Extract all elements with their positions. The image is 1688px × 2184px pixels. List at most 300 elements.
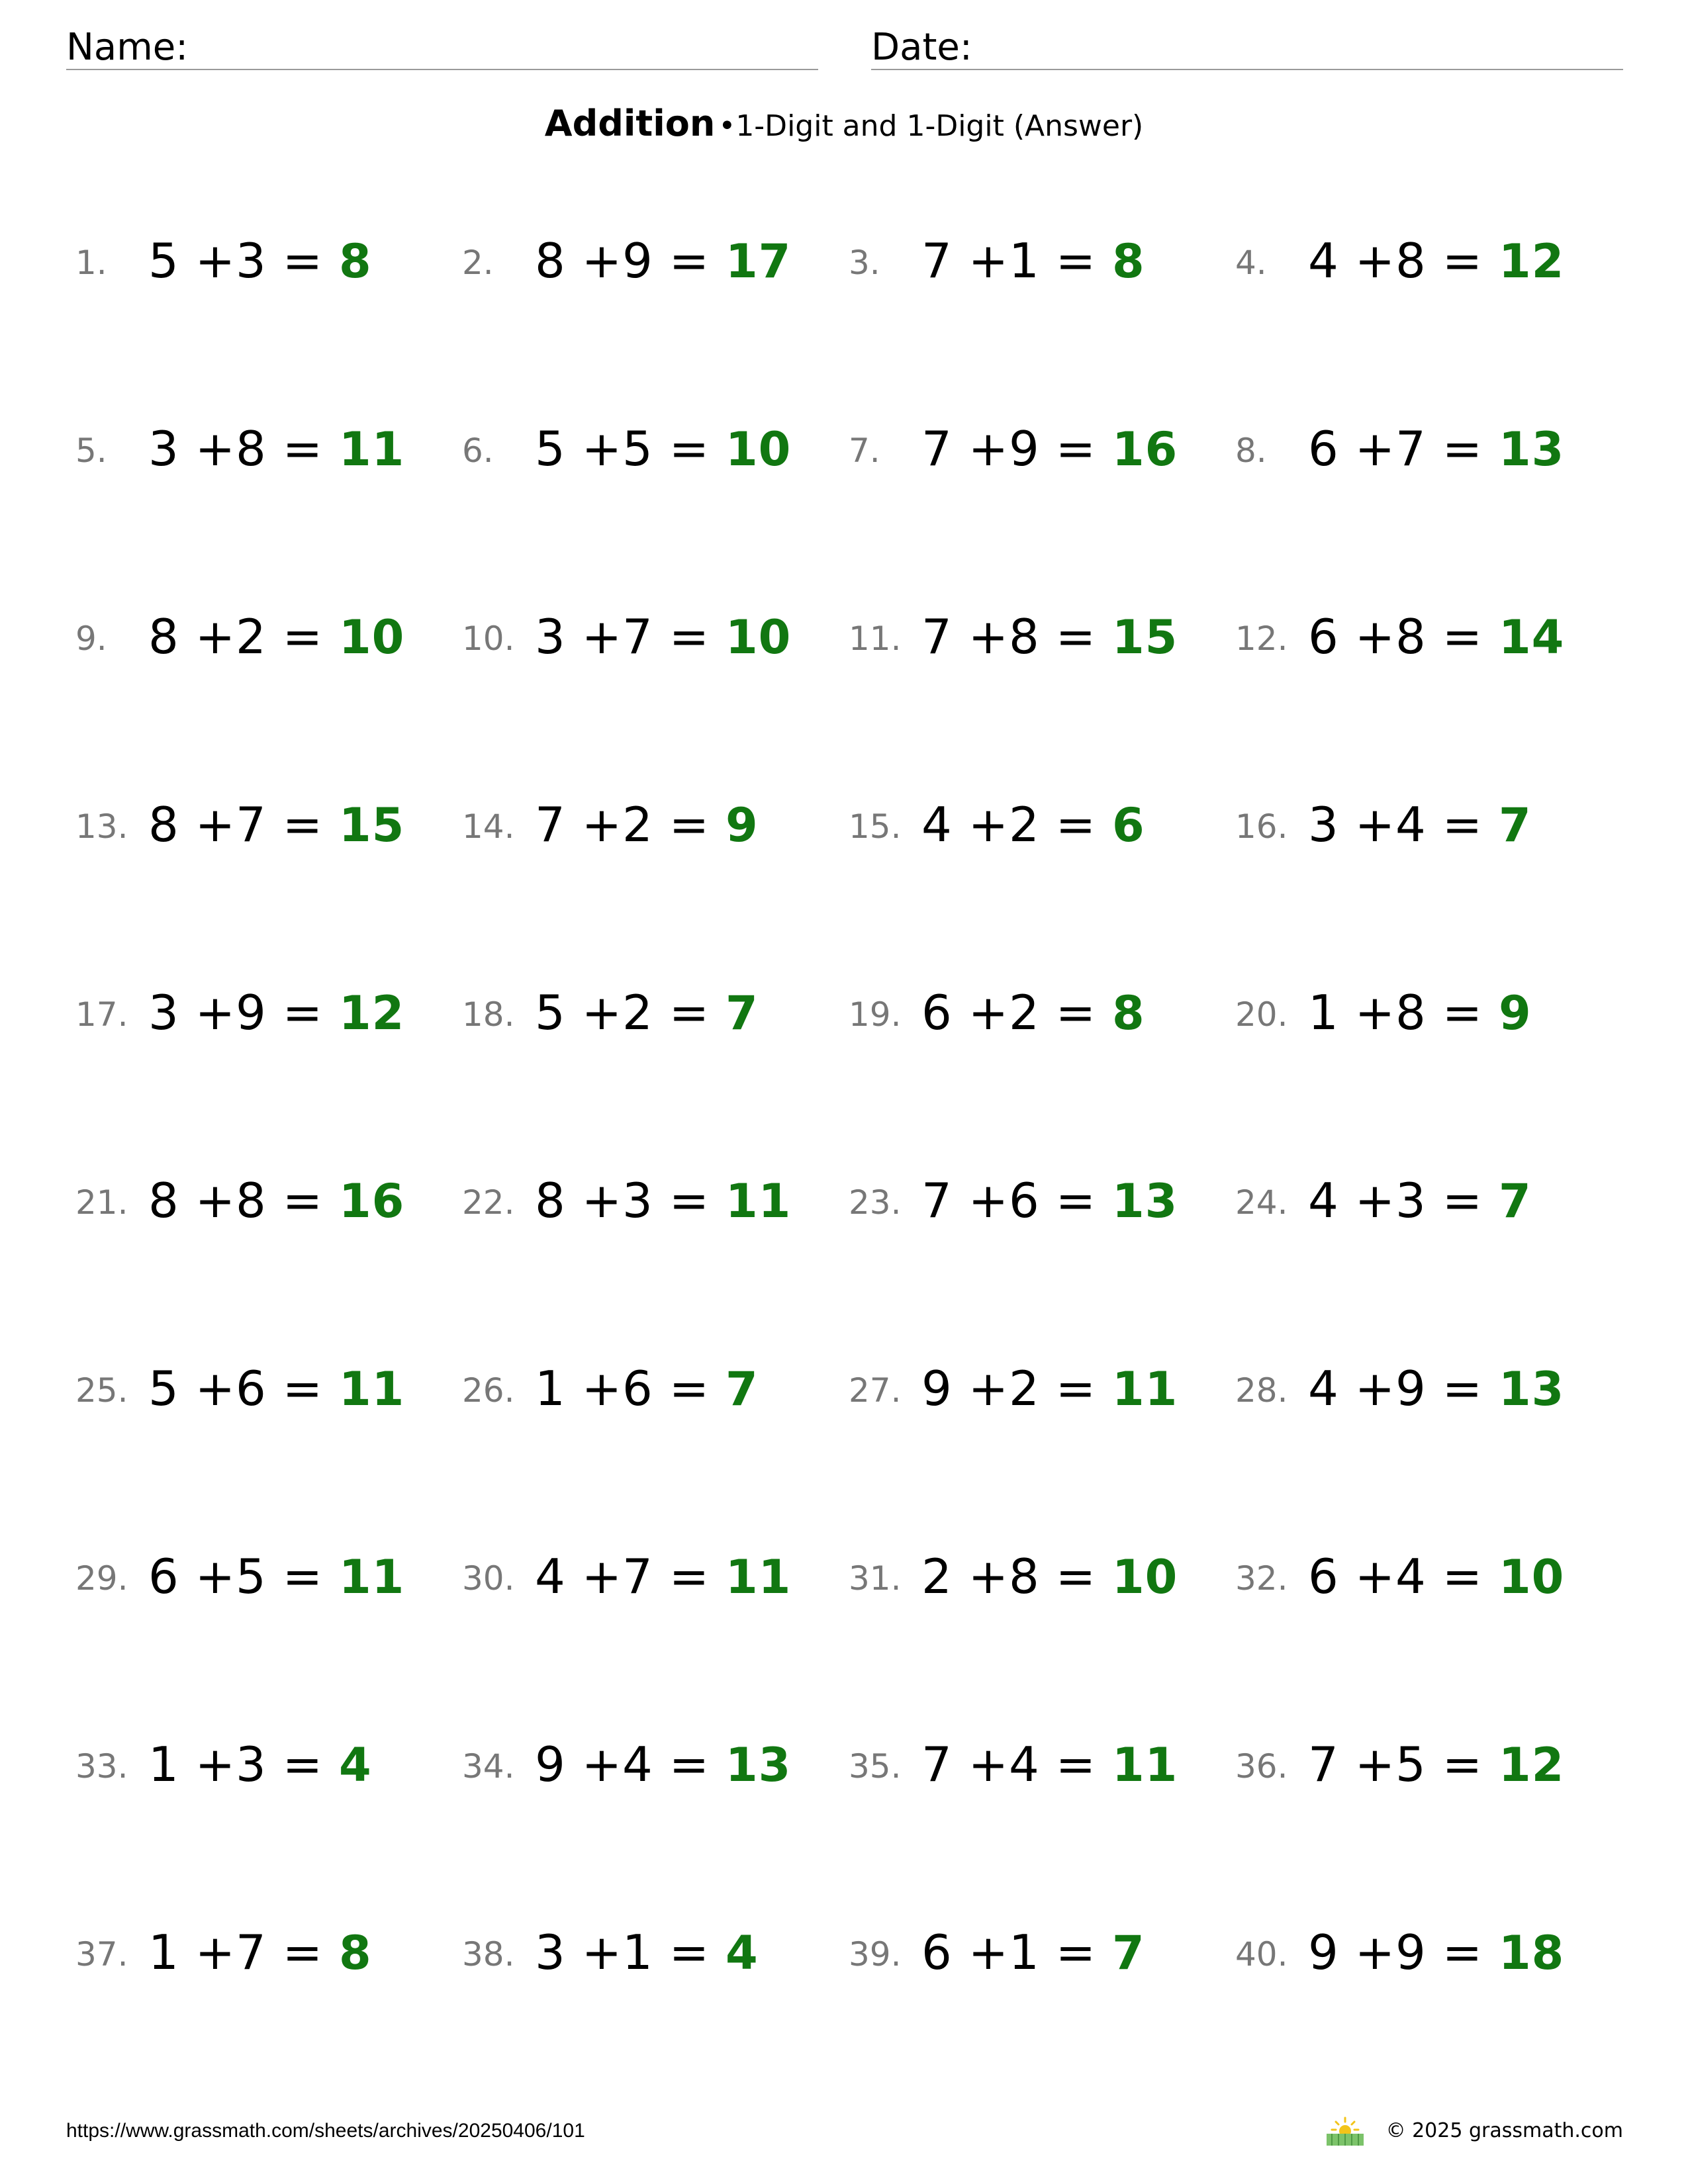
equals-sign: =: [282, 1549, 324, 1604]
plus-sign: +: [968, 609, 1009, 664]
plus-sign: +: [195, 1361, 236, 1416]
problem-expression: [535, 1549, 792, 1604]
problem-expression: [1308, 421, 1565, 477]
addend-b: 9: [1395, 1361, 1427, 1416]
plus-sign: +: [968, 233, 1009, 289]
addend-b: 9: [1395, 1925, 1427, 1980]
problem-number: 28.: [1235, 1371, 1288, 1410]
problem-number: 12.: [1235, 619, 1288, 658]
problem-expression: [148, 797, 405, 852]
answer: 11: [725, 1174, 792, 1228]
problem-expression: [535, 1737, 792, 1792]
plus-sign: +: [968, 985, 1009, 1040]
addend-a: 8: [148, 1173, 179, 1228]
problem-expression: [148, 1737, 372, 1792]
problem-number: 34.: [462, 1747, 515, 1786]
equals-sign: =: [669, 609, 710, 664]
title-subtitle: 1-Digit and 1-Digit (Answer): [735, 109, 1144, 143]
answer: 7: [725, 986, 759, 1040]
plus-sign: +: [195, 421, 236, 477]
addend-a: 7: [1308, 1737, 1339, 1792]
addend-a: 9: [1308, 1925, 1339, 1980]
problem-item: [75, 220, 446, 293]
equals-sign: =: [1442, 609, 1483, 664]
answer: 13: [1498, 422, 1565, 477]
answer: 14: [1498, 610, 1565, 664]
answer: 8: [338, 234, 372, 289]
addend-a: 1: [148, 1925, 179, 1980]
answer: 12: [1498, 1738, 1565, 1792]
problem-expression: [921, 1737, 1178, 1792]
problem-expression: [148, 1925, 372, 1980]
plus-sign: +: [195, 609, 236, 664]
grass-sun-logo-icon: [1324, 2115, 1366, 2147]
addend-b: 4: [1395, 1549, 1427, 1604]
problem-item: [75, 784, 446, 856]
problem-item: [1235, 972, 1606, 1044]
problem-expression: [921, 609, 1178, 664]
addend-a: 4: [1308, 1361, 1339, 1416]
addend-a: 8: [535, 1173, 566, 1228]
problem-item: [75, 1911, 446, 1984]
equals-sign: =: [282, 421, 324, 477]
plus-sign: +: [1354, 985, 1396, 1040]
problem-number: 9.: [75, 619, 107, 658]
answer: 11: [338, 1362, 405, 1416]
addend-b: 2: [622, 985, 653, 1040]
addend-b: 9: [622, 233, 653, 289]
addend-b: 7: [236, 1925, 267, 1980]
problem-item: [75, 1723, 446, 1796]
problem-expression: [148, 609, 405, 664]
addend-a: 7: [921, 609, 953, 664]
plus-sign: +: [1354, 609, 1396, 664]
answer: 11: [338, 422, 405, 477]
problem-item: [849, 1723, 1219, 1796]
problem-item: [462, 972, 833, 1044]
addend-a: 8: [535, 233, 566, 289]
addend-b: 1: [622, 1925, 653, 1980]
answer: 10: [1498, 1550, 1565, 1604]
plus-sign: +: [968, 797, 1009, 852]
plus-sign: +: [195, 1925, 236, 1980]
addend-b: 9: [1009, 421, 1040, 477]
problem-number: 1.: [75, 244, 107, 282]
problem-number: 15.: [849, 807, 902, 846]
equals-sign: =: [1055, 1737, 1097, 1792]
addend-a: 3: [535, 609, 566, 664]
problem-item: [849, 784, 1219, 856]
addend-a: 6: [148, 1549, 179, 1604]
answer: 8: [338, 1926, 372, 1980]
answer: 8: [1111, 986, 1145, 1040]
addend-a: 3: [148, 985, 179, 1040]
problem-item: [462, 408, 833, 480]
equals-sign: =: [282, 1925, 324, 1980]
problem-expression: [535, 1173, 792, 1228]
plus-sign: +: [581, 1173, 623, 1228]
copyright-text: © 2025 grassmath.com: [1385, 2119, 1623, 2142]
problem-expression: [921, 421, 1178, 477]
equals-sign: =: [1442, 233, 1483, 289]
addend-b: 7: [622, 609, 653, 664]
problem-item: [849, 1535, 1219, 1608]
problem-expression: [921, 1173, 1178, 1228]
problem-item: [1235, 220, 1606, 293]
plus-sign: +: [581, 797, 623, 852]
problem-expression: [148, 985, 405, 1040]
problem-item: [462, 1347, 833, 1420]
equals-sign: =: [1442, 797, 1483, 852]
plus-sign: +: [581, 233, 623, 289]
problem-item: [1235, 596, 1606, 668]
name-label: Name:: [66, 26, 189, 69]
answer: 12: [1498, 234, 1565, 289]
addend-a: 6: [1308, 1549, 1339, 1604]
equals-sign: =: [1442, 421, 1483, 477]
problem-expression: [921, 1361, 1178, 1416]
problem-expression: [535, 985, 759, 1040]
problem-expression: [1308, 1549, 1565, 1604]
equals-sign: =: [1055, 985, 1097, 1040]
plus-sign: +: [581, 1361, 623, 1416]
equals-sign: =: [669, 985, 710, 1040]
addend-a: 4: [1308, 233, 1339, 289]
addend-a: 2: [921, 1549, 953, 1604]
problem-number: 10.: [462, 619, 515, 658]
addend-a: 8: [148, 797, 179, 852]
equals-sign: =: [1442, 985, 1483, 1040]
addend-a: 1: [148, 1737, 179, 1792]
problem-item: [1235, 1535, 1606, 1608]
problem-expression: [535, 1925, 759, 1980]
answer: 11: [338, 1550, 405, 1604]
plus-sign: +: [195, 1173, 236, 1228]
problem-number: 4.: [1235, 244, 1267, 282]
problem-item: [462, 1535, 833, 1608]
equals-sign: =: [282, 1173, 324, 1228]
addend-a: 3: [1308, 797, 1339, 852]
problem-number: 31.: [849, 1559, 902, 1598]
problem-number: 17.: [75, 995, 128, 1034]
addend-a: 7: [921, 233, 953, 289]
footer-branding: [1324, 2115, 1623, 2147]
addend-a: 9: [535, 1737, 566, 1792]
problem-number: 38.: [462, 1935, 515, 1974]
addend-b: 8: [1009, 609, 1040, 664]
addend-a: 5: [148, 1361, 179, 1416]
problem-number: 18.: [462, 995, 515, 1034]
plus-sign: +: [968, 1173, 1009, 1228]
plus-sign: +: [195, 985, 236, 1040]
addend-b: 8: [1395, 233, 1427, 289]
problem-item: [849, 408, 1219, 480]
problem-expression: [1308, 1925, 1565, 1980]
problem-number: 33.: [75, 1747, 128, 1786]
addend-a: 7: [921, 1737, 953, 1792]
addend-b: 6: [236, 1361, 267, 1416]
addend-b: 8: [1395, 609, 1427, 664]
addend-a: 1: [535, 1361, 566, 1416]
plus-sign: +: [968, 421, 1009, 477]
addend-a: 6: [921, 985, 953, 1040]
answer: 10: [1111, 1550, 1178, 1604]
answer: 16: [1111, 422, 1178, 477]
problem-number: 13.: [75, 807, 128, 846]
equals-sign: =: [1055, 1173, 1097, 1228]
addend-b: 5: [236, 1549, 267, 1604]
plus-sign: +: [968, 1549, 1009, 1604]
plus-sign: +: [581, 985, 623, 1040]
problem-number: 5.: [75, 432, 107, 470]
problem-number: 3.: [849, 244, 880, 282]
addend-a: 5: [535, 985, 566, 1040]
addend-b: 8: [236, 1173, 267, 1228]
addend-b: 5: [1395, 1737, 1427, 1792]
plus-sign: +: [581, 609, 623, 664]
addend-b: 2: [1009, 985, 1040, 1040]
problem-number: 16.: [1235, 807, 1288, 846]
problem-item: [75, 596, 446, 668]
addend-b: 8: [1009, 1549, 1040, 1604]
addend-b: 1: [1009, 233, 1040, 289]
problem-number: 20.: [1235, 995, 1288, 1034]
problem-number: 40.: [1235, 1935, 1288, 1974]
plus-sign: +: [581, 1549, 623, 1604]
answer: 13: [725, 1738, 792, 1792]
problem-expression: [921, 1549, 1178, 1604]
equals-sign: =: [669, 1173, 710, 1228]
problem-item: [462, 596, 833, 668]
problem-item: [462, 1160, 833, 1232]
answer: 16: [338, 1174, 405, 1228]
problem-item: [849, 1160, 1219, 1232]
answer: 17: [725, 234, 792, 289]
plus-sign: +: [968, 1925, 1009, 1980]
answer: 13: [1111, 1174, 1178, 1228]
problem-item: [849, 1911, 1219, 1984]
problem-item: [1235, 784, 1606, 856]
addend-b: 2: [236, 609, 267, 664]
problem-expression: [1308, 609, 1565, 664]
plus-sign: +: [581, 421, 623, 477]
problem-expression: [1308, 233, 1565, 289]
problem-number: 21.: [75, 1183, 128, 1222]
title-main: Addition: [544, 103, 716, 144]
problem-expression: [148, 1549, 405, 1604]
addend-a: 4: [535, 1549, 566, 1604]
plus-sign: +: [1354, 421, 1396, 477]
addend-b: 4: [1009, 1737, 1040, 1792]
plus-sign: +: [1354, 1361, 1396, 1416]
problem-number: 30.: [462, 1559, 515, 1598]
plus-sign: +: [195, 233, 236, 289]
equals-sign: =: [1055, 233, 1097, 289]
problem-item: [462, 1911, 833, 1984]
plus-sign: +: [1354, 1549, 1396, 1604]
equals-sign: =: [669, 1361, 710, 1416]
problem-number: 14.: [462, 807, 515, 846]
addend-a: 6: [1308, 609, 1339, 664]
addend-a: 4: [1308, 1173, 1339, 1228]
addend-b: 3: [622, 1173, 653, 1228]
equals-sign: =: [1055, 1361, 1097, 1416]
answer: 12: [338, 986, 405, 1040]
addend-b: 2: [1009, 1361, 1040, 1416]
addend-b: 8: [236, 421, 267, 477]
problem-expression: [921, 797, 1145, 852]
answer: 7: [725, 1362, 759, 1416]
problem-expression: [535, 233, 792, 289]
equals-sign: =: [282, 1737, 324, 1792]
problem-number: 37.: [75, 1935, 128, 1974]
problem-number: 6.: [462, 432, 494, 470]
problem-expression: [148, 421, 405, 477]
equals-sign: =: [669, 1549, 710, 1604]
problem-expression: [535, 1361, 759, 1416]
problem-number: 27.: [849, 1371, 902, 1410]
plus-sign: +: [581, 1925, 623, 1980]
answer: 10: [338, 610, 405, 664]
addend-a: 3: [148, 421, 179, 477]
addend-a: 9: [921, 1361, 953, 1416]
plus-sign: +: [968, 1737, 1009, 1792]
addend-b: 1: [1009, 1925, 1040, 1980]
plus-sign: +: [1354, 233, 1396, 289]
answer: 7: [1498, 1174, 1532, 1228]
problem-number: 8.: [1235, 432, 1267, 470]
problem-expression: [148, 233, 372, 289]
problem-expression: [148, 1361, 405, 1416]
addend-b: 7: [1395, 421, 1427, 477]
problem-item: [75, 1160, 446, 1232]
equals-sign: =: [669, 797, 710, 852]
problem-item: [75, 1535, 446, 1608]
equals-sign: =: [282, 797, 324, 852]
problem-item: [1235, 1160, 1606, 1232]
equals-sign: =: [1055, 797, 1097, 852]
addend-b: 7: [236, 797, 267, 852]
problem-number: 22.: [462, 1183, 515, 1222]
addend-b: 3: [236, 1737, 267, 1792]
problem-expression: [535, 421, 792, 477]
problem-item: [849, 220, 1219, 293]
addend-b: 9: [236, 985, 267, 1040]
equals-sign: =: [1442, 1549, 1483, 1604]
problem-item: [1235, 408, 1606, 480]
addend-a: 6: [1308, 421, 1339, 477]
problem-number: 11.: [849, 619, 902, 658]
problem-item: [75, 408, 446, 480]
plus-sign: +: [195, 1737, 236, 1792]
problem-number: 26.: [462, 1371, 515, 1410]
problem-item: [75, 972, 446, 1044]
answer: 4: [725, 1926, 759, 1980]
answer: 10: [725, 610, 792, 664]
answer: 18: [1498, 1926, 1565, 1980]
problem-expression: [1308, 985, 1532, 1040]
answer: 15: [1111, 610, 1178, 664]
addend-b: 3: [236, 233, 267, 289]
plus-sign: +: [1354, 1925, 1396, 1980]
addend-a: 7: [535, 797, 566, 852]
equals-sign: =: [1442, 1925, 1483, 1980]
addend-b: 2: [622, 797, 653, 852]
plus-sign: +: [581, 1737, 623, 1792]
problem-number: 29.: [75, 1559, 128, 1598]
equals-sign: =: [1055, 421, 1097, 477]
answer: 6: [1111, 798, 1145, 852]
equals-sign: =: [1055, 1549, 1097, 1604]
addend-a: 7: [921, 1173, 953, 1228]
problem-item: [1235, 1723, 1606, 1796]
equals-sign: =: [1055, 1925, 1097, 1980]
answer: 7: [1498, 798, 1532, 852]
answer: 4: [338, 1738, 372, 1792]
plus-sign: +: [195, 1549, 236, 1604]
problem-item: [849, 972, 1219, 1044]
answer: 9: [725, 798, 759, 852]
plus-sign: +: [1354, 1173, 1396, 1228]
plus-sign: +: [195, 797, 236, 852]
title-separator: •: [718, 109, 736, 143]
footer-url: https://www.grassmath.com/sheets/archives/20250406/101: [66, 2120, 585, 2142]
addend-a: 8: [148, 609, 179, 664]
problem-expression: [1308, 1361, 1565, 1416]
problem-expression: [921, 985, 1145, 1040]
addend-b: 3: [1395, 1173, 1427, 1228]
equals-sign: =: [669, 233, 710, 289]
answer: 11: [1111, 1362, 1178, 1416]
addend-a: 3: [535, 1925, 566, 1980]
problem-item: [1235, 1347, 1606, 1420]
problem-number: 39.: [849, 1935, 902, 1974]
addend-b: 6: [1009, 1173, 1040, 1228]
problem-number: 35.: [849, 1747, 902, 1786]
addend-a: 5: [535, 421, 566, 477]
addend-a: 1: [1308, 985, 1339, 1040]
answer: 11: [725, 1550, 792, 1604]
problem-number: 25.: [75, 1371, 128, 1410]
problem-item: [75, 1347, 446, 1420]
addend-a: 7: [921, 421, 953, 477]
date-label: Date:: [871, 26, 972, 69]
equals-sign: =: [1055, 609, 1097, 664]
problem-number: 32.: [1235, 1559, 1288, 1598]
equals-sign: =: [669, 421, 710, 477]
problem-item: [462, 784, 833, 856]
answer: 11: [1111, 1738, 1178, 1792]
addend-b: 2: [1009, 797, 1040, 852]
answer: 13: [1498, 1362, 1565, 1416]
addend-b: 5: [622, 421, 653, 477]
problem-item: [462, 1723, 833, 1796]
equals-sign: =: [669, 1737, 710, 1792]
equals-sign: =: [282, 233, 324, 289]
problem-expression: [921, 233, 1145, 289]
addend-b: 8: [1395, 985, 1427, 1040]
addend-a: 5: [148, 233, 179, 289]
problem-number: 19.: [849, 995, 902, 1034]
problem-expression: [921, 1925, 1145, 1980]
addend-b: 4: [1395, 797, 1427, 852]
equals-sign: =: [1442, 1173, 1483, 1228]
problem-item: [849, 596, 1219, 668]
equals-sign: =: [1442, 1361, 1483, 1416]
problem-item: [849, 1347, 1219, 1420]
addend-a: 4: [921, 797, 953, 852]
problem-number: 7.: [849, 432, 880, 470]
